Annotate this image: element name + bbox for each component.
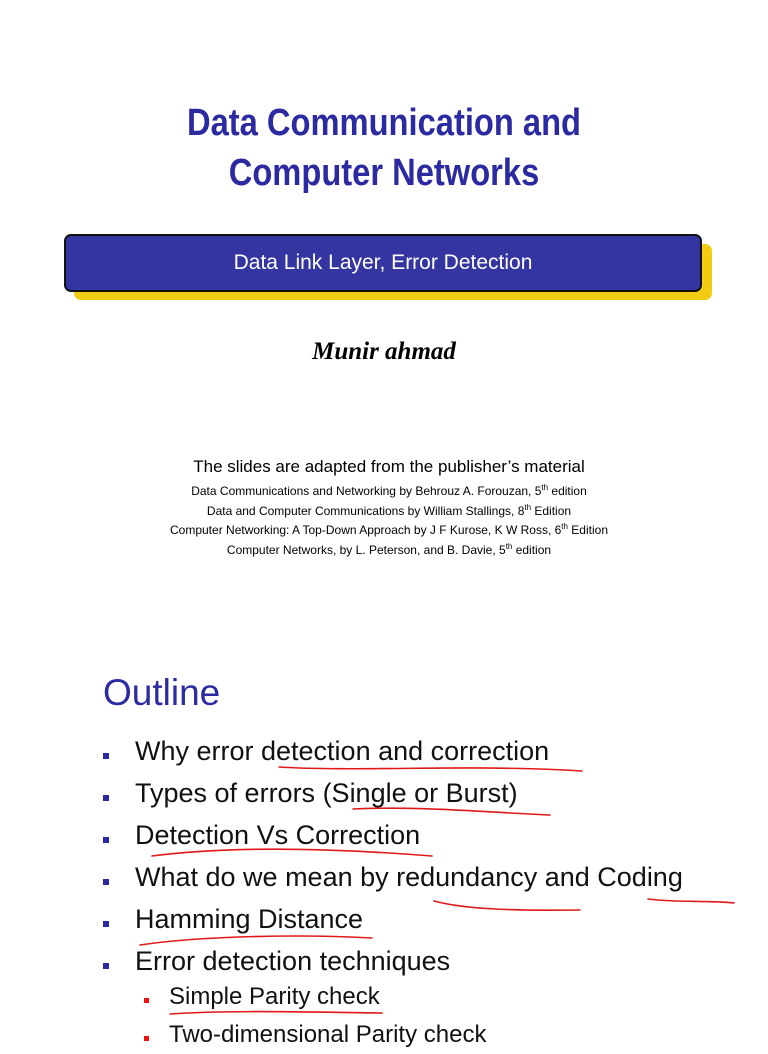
blue-square-bullet-icon — [103, 963, 109, 969]
outline-bullet: Detection Vs Correction — [103, 814, 683, 856]
outline-bullet: Hamming Distance — [103, 898, 683, 940]
author-name: Munir ahmad — [312, 338, 456, 365]
blue-square-bullet-icon — [103, 795, 109, 801]
outline-bullet-list — [103, 730, 683, 982]
outline-sub-bullet: Two-dimensional Parity check — [144, 1016, 486, 1054]
reference-item: Computer Networking: A Top-Down Approach by J F Kurose, K W Ross, 6th Edition — [170, 522, 608, 537]
blue-square-bullet-icon — [103, 753, 109, 759]
blue-square-bullet-icon — [103, 921, 109, 927]
adapted-note: The slides are adapted from the publisher’s material — [193, 457, 585, 476]
reference-item: Data and Computer Communications by William Stallings, 8th Edition — [206, 502, 572, 518]
references-list — [0, 480, 768, 558]
outline-bullet: Error detection techniques — [103, 940, 683, 982]
reference-item: Data Communications and Networking by Behrouz A. Forouzan, 5th edition — [191, 483, 587, 498]
title-line-1: Data Communication and — [186, 102, 582, 144]
reference-item: Computer Networks, by L. Peterson, and B. Davie, 5th edition — [226, 541, 552, 557]
subtitle-text: Data Link Layer, Error Detection — [233, 251, 533, 274]
outline-bullet: Types of errors (Single or Burst) — [103, 772, 683, 814]
red-square-bullet-icon — [144, 1036, 149, 1041]
red-square-bullet-icon — [144, 998, 149, 1003]
blue-square-bullet-icon — [103, 837, 109, 843]
title-line-2: Computer Networks — [228, 152, 540, 194]
slide-title — [54, 98, 714, 198]
outline-bullet: What do we mean by redundancy and Coding — [103, 856, 683, 898]
outline-sub-bullet-list — [144, 978, 486, 1054]
outline-sub-bullet: Simple Parity check — [144, 978, 486, 1016]
outline-heading: Outline — [103, 672, 221, 713]
blue-square-bullet-icon — [103, 879, 109, 885]
outline-bullet: Why error detection and correction — [103, 730, 683, 772]
subtitle-box — [64, 234, 702, 292]
